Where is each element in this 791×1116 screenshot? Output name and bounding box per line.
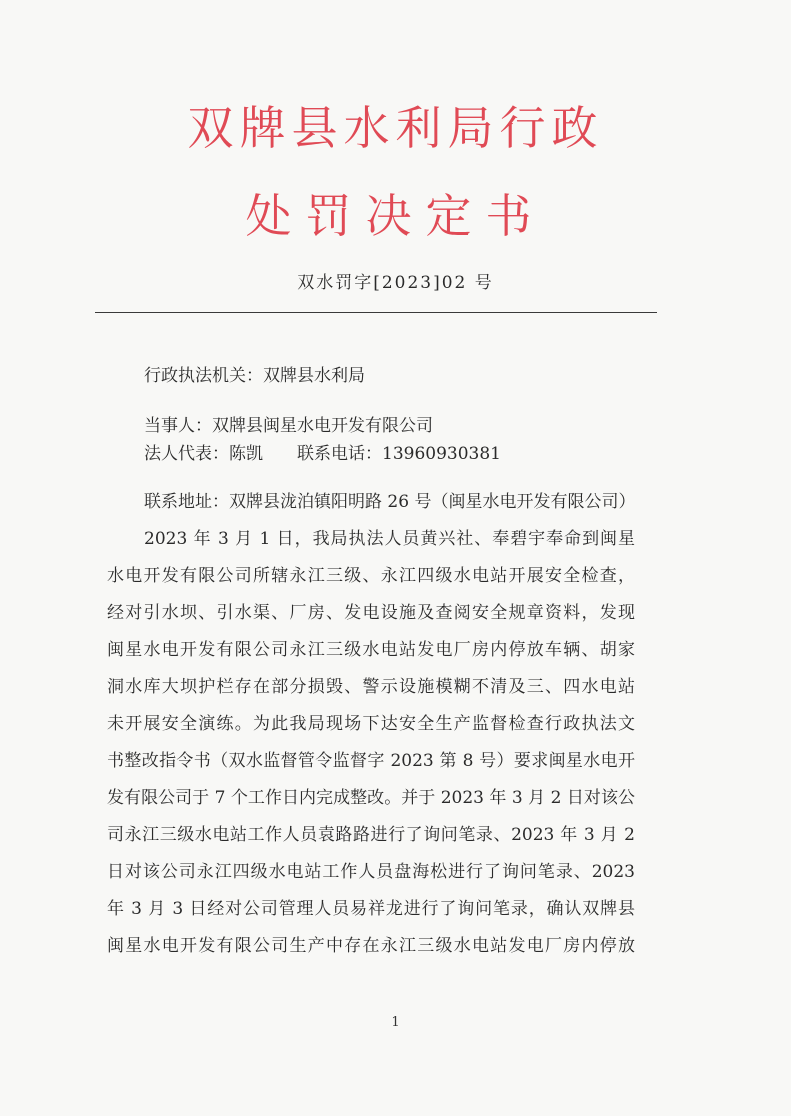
party-line: 当事人：双牌县闽星水电开发有限公司 [144,416,433,436]
document-number: 双水罚字[2023]02 号 [297,273,494,293]
body-line: 年 3 月 3 日经对公司管理人员易祥龙进行了询问笔录，确认双牌县 [107,899,635,919]
body-line: 未开展安全演练。为此我局现场下达安全生产监督检查行政执法文 [107,714,635,734]
address-line: 联系地址：双牌县泷泊镇阳明路 26 号（闽星水电开发有限公司） [144,492,636,512]
page-number: 1 [391,1015,400,1030]
body-line: 闽星水电开发有限公司永江三级水电站发电厂房内停放车辆、胡家 [107,640,635,660]
body-line: 日对该公司永江四级水电站工作人员盘海松进行了询问笔录、2023 [107,862,635,882]
body-line: 闽星水电开发有限公司生产中存在永江三级水电站发电厂房内停放 [107,936,635,956]
agency-line: 行政执法机关：双牌县水利局 [144,366,365,386]
legal-rep-line: 法人代表：陈凯 联系电话：13960930381 [144,444,501,464]
body-line: 经对引水坝、引水渠、厂房、发电设施及查阅安全规章资料，发现 [107,603,635,623]
body-line: 书整改指令书（双水监督管令监督字 2023 第 8 号）要求闽星水电开 [107,751,635,771]
body-line: 2023 年 3 月 1 日，我局执法人员黄兴社、奉碧宇奉命到闽星 [144,529,635,549]
body-line: 水电开发有限公司所辖永江三级、永江四级水电站开展安全检查， [107,566,635,586]
title-divider [95,312,657,313]
body-line: 司永江三级水电站工作人员袁路路进行了询问笔录、2023 年 3 月 2 [107,825,635,845]
document-title-line-1: 双牌县水利局行政 [187,101,604,155]
document-title-line-2: 处罚决定书 [245,189,546,243]
body-line: 发有限公司于 7 个工作日内完成整改。并于 2023 年 3 月 2 日对该公 [107,788,635,808]
body-line: 洞水库大坝护栏存在部分损毁、警示设施模糊不清及三、四水电站 [107,677,635,697]
